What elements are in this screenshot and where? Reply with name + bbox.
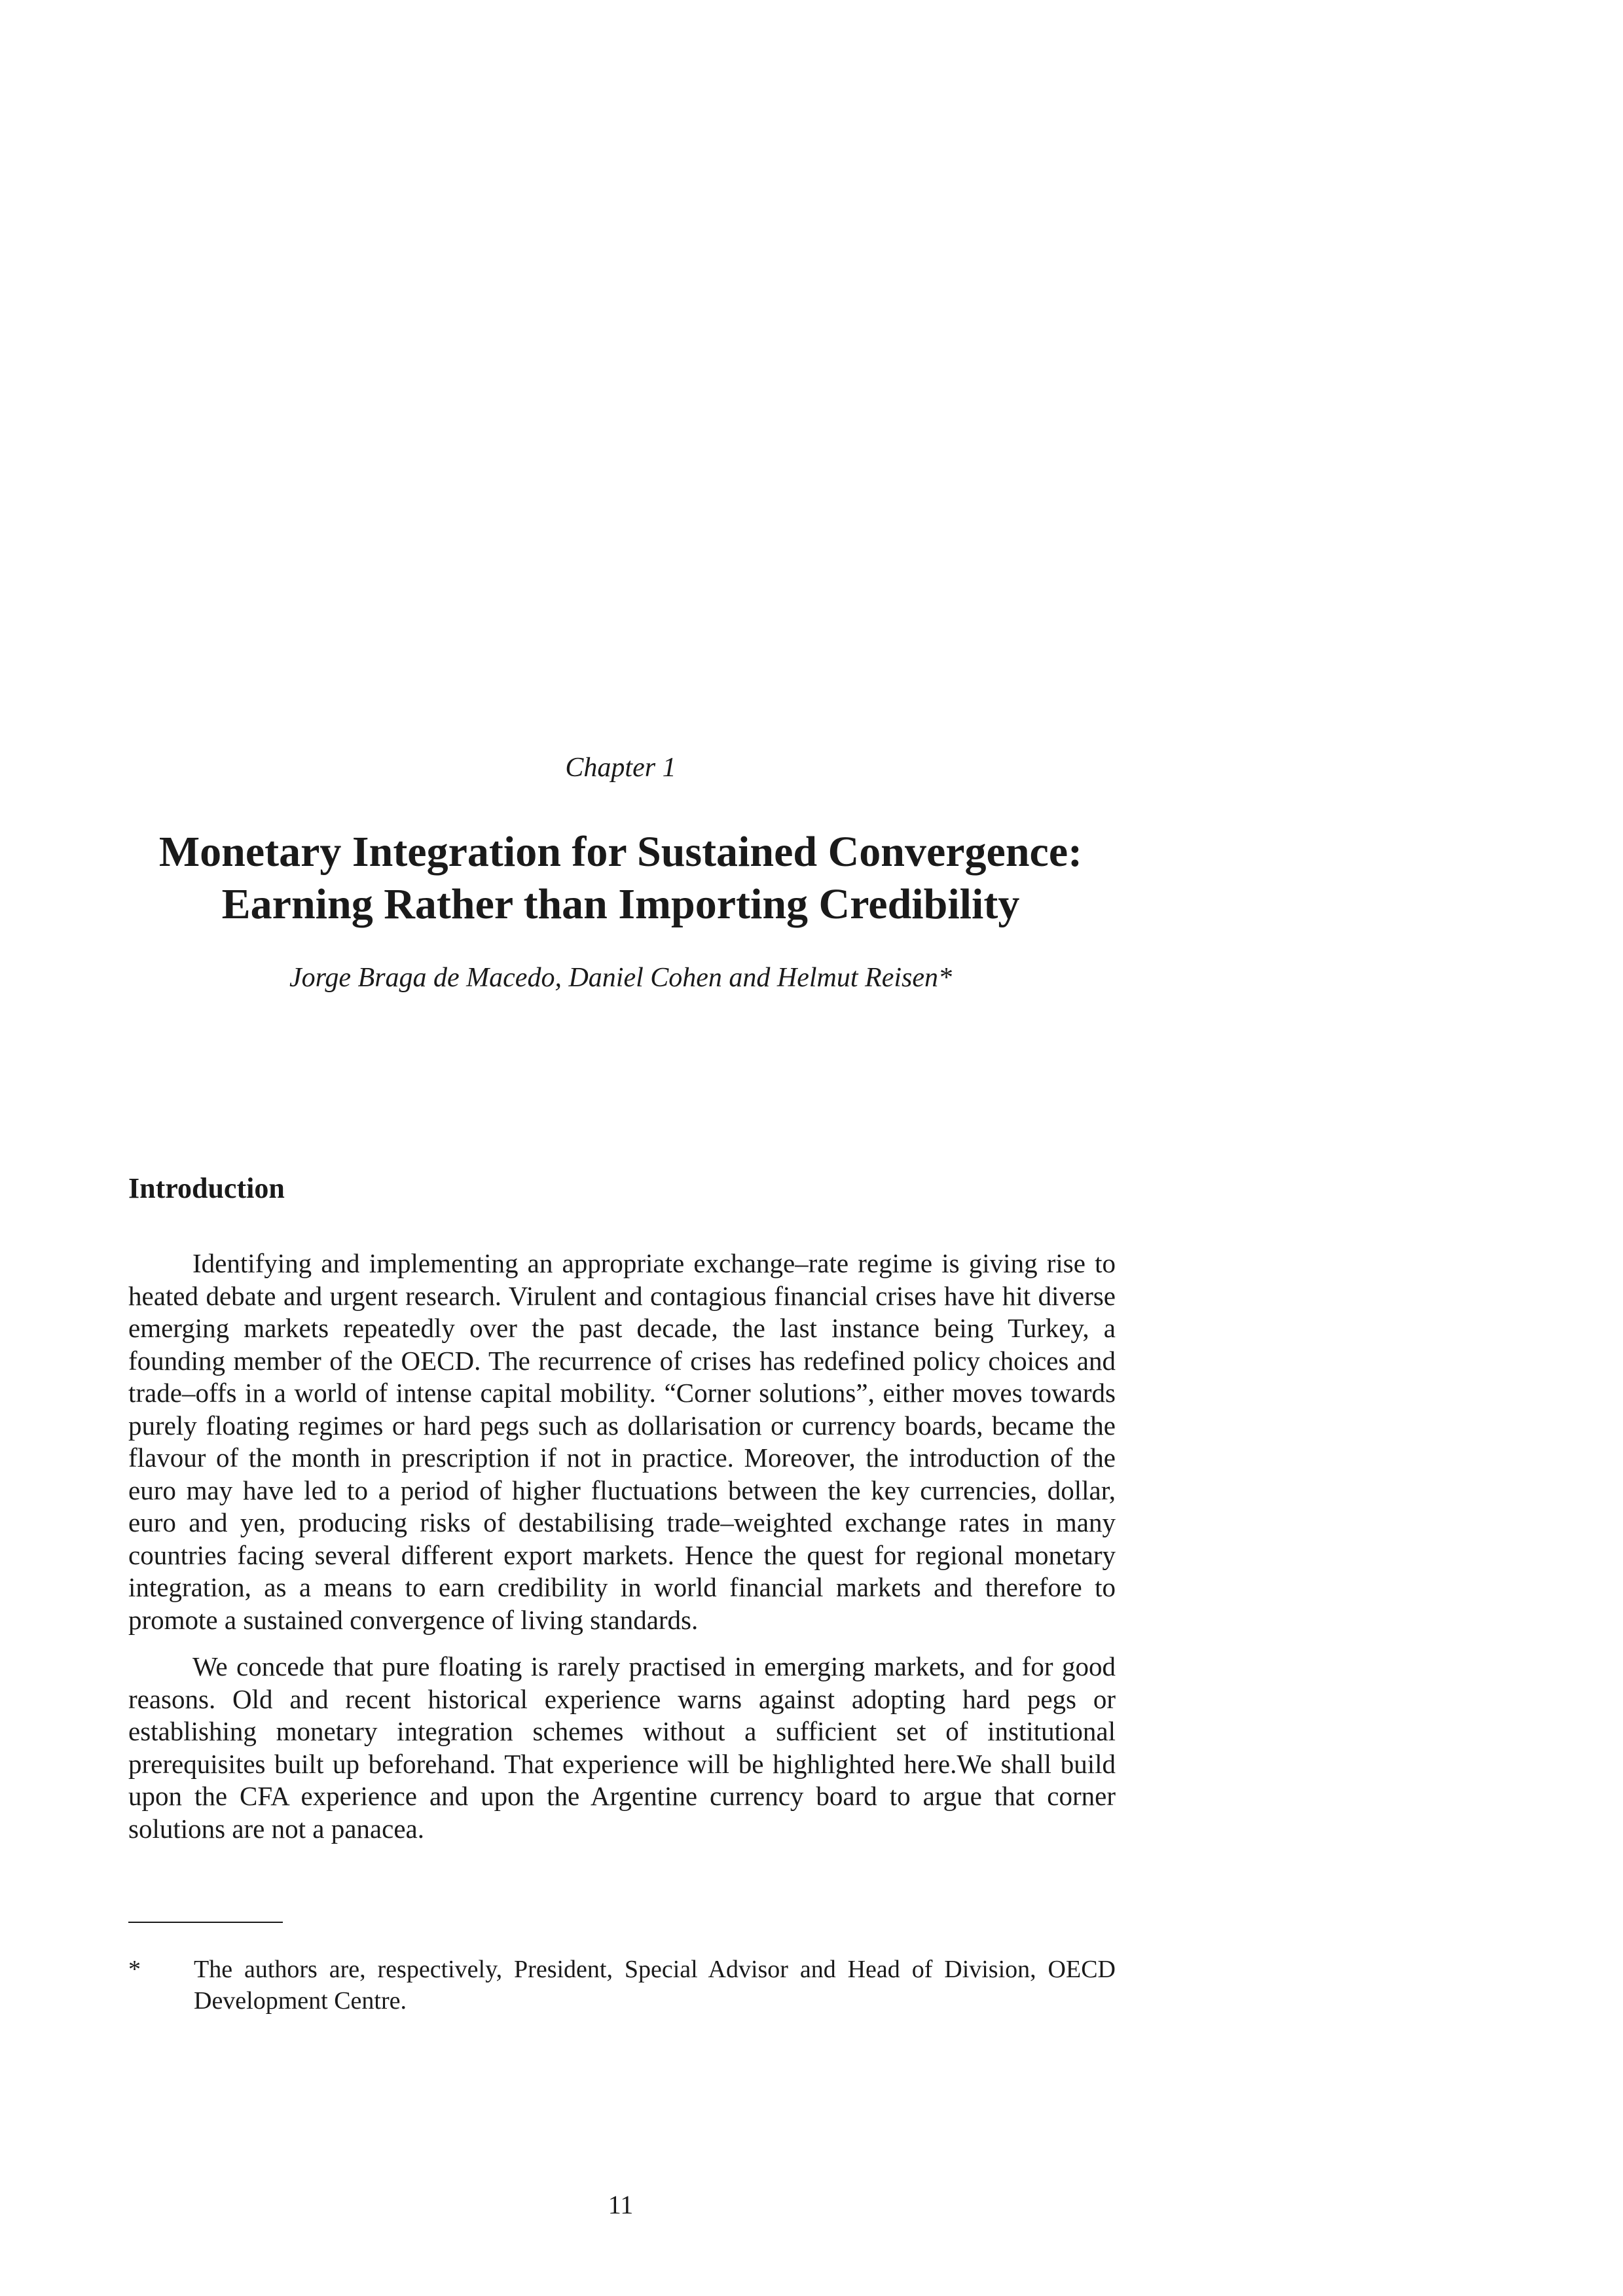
- page-number: 11: [608, 2190, 634, 2219]
- chapter-label: Chapter 1: [565, 753, 676, 783]
- footnote-divider: [128, 1922, 283, 1923]
- chapter-title: [128, 826, 1113, 931]
- chapter-title-line-1: Monetary Integration for Sustained Convergence:: [158, 828, 1083, 876]
- author-list: Jorge Braga de Macedo, Daniel Cohen and Helmut Reisen*: [289, 963, 953, 993]
- paragraph: Identifying and implementing an appropriate exchange–rate regime is giving rise to heated debate and urgent research. Virulent and contagious financial crises have hit diverse emerging markets repeatedly over the past decade, the last instance being Turkey, a founding member of the OECD. The recurrence of crises has redefined policy choices and trade–offs in a world of intense capital mobility. “Corner solutions”, either moves towards purely floating regimes or hard pegs such as dollarisation or currency boards, became the flavour of the month in prescription if not in practice. Moreover, the introduction of the euro may have led to a period of higher fluctuations between the key currencies, dollar, euro and yen, producing risks of destabilising trade–weighted exchange rates in many countries facing several different export markets. Hence the quest for regional monetary integration, as a means to earn credibility in world financial markets and therefore to promote a sustained convergence of living standards.: [128, 1248, 1116, 1635]
- body-text: [128, 1247, 1116, 1859]
- chapter-title-line-2: Earning Rather than Importing Credibility: [221, 880, 1020, 928]
- section-heading: Introduction: [128, 1172, 285, 1204]
- paragraph: We concede that pure floating is rarely practised in emerging markets, and for good reasons. Old and recent historical experience warns against adopting hard pegs or establishing monetary integration schemes without a sufficient set of institutional prerequisites built up beforehand. That experience will be highlighted here.We shall build upon the CFA experience and upon the Argentine currency board to argue that corner solutions are not a panacea.: [128, 1651, 1116, 1844]
- footnote-text: The authors are, respectively, President, Special Advisor and Head of Division, OECD Development Centre.: [194, 1956, 1116, 2015]
- footnote: [128, 1954, 1116, 2017]
- footnote-marker: *: [128, 1956, 141, 1983]
